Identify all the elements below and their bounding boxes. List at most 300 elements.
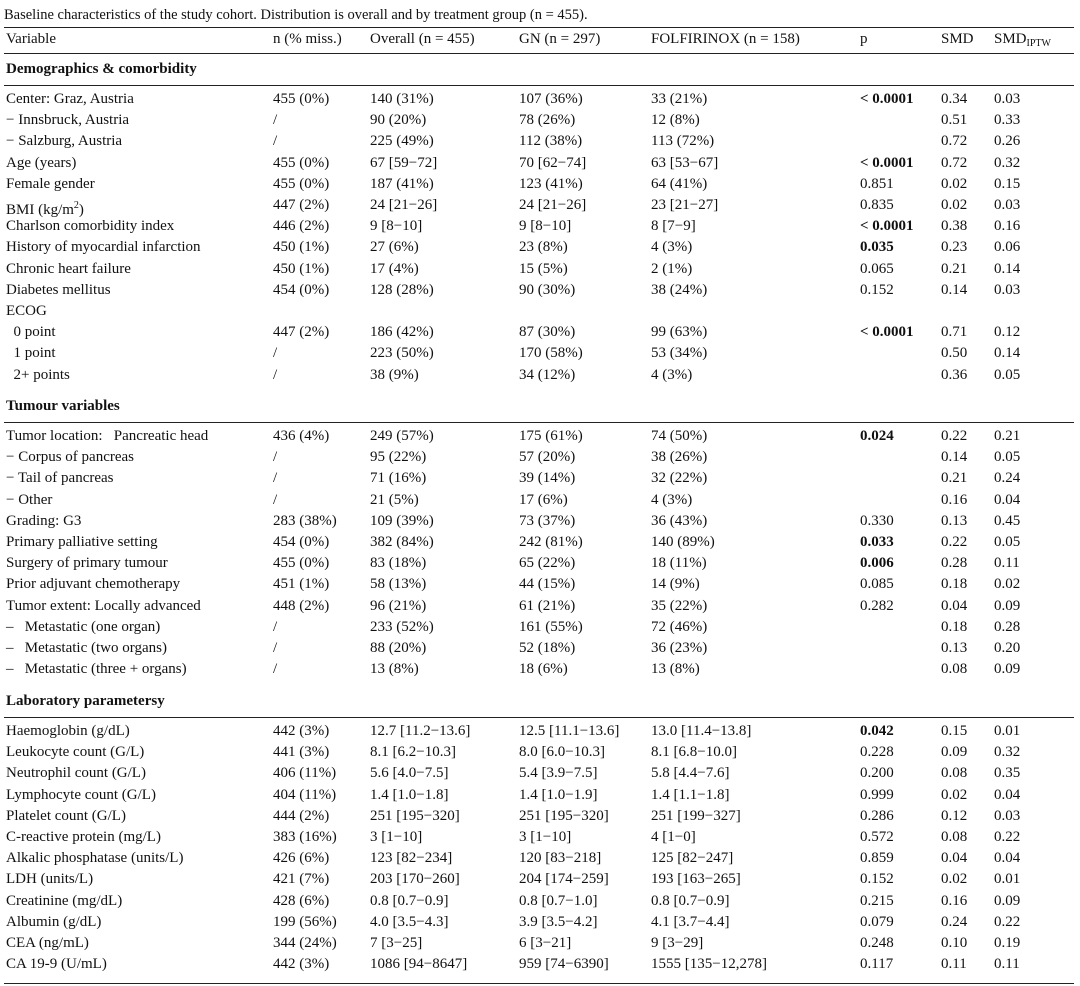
variable-text: Alkalic phosphatase (units/L) [6,850,184,866]
cell-gn: 1.4 [1.0−1.9] [519,787,598,803]
variable-text: − Other [6,492,53,508]
cell-variable [6,468,114,489]
cell-folfirinox: 38 (24%) [651,282,708,298]
cell-smd: 0.71 [941,324,968,340]
cell-folfirinox: 36 (43%) [651,513,708,529]
cell-smd-iptw: 0.09 [994,893,1021,909]
cell-smd: 0.18 [941,576,968,592]
cell-gn: 73 (37%) [519,513,576,529]
cell-smd-iptw: 0.22 [994,914,1021,930]
cell-variable [6,827,161,848]
cell-folfirinox: 125 [82−247] [651,850,734,866]
cell-gn: 175 (61%) [519,428,583,444]
cell-gn: 107 (36%) [519,91,583,107]
cell-variable [6,89,134,110]
cell-gn: 65 (22%) [519,555,576,571]
cell-n-miss: 436 (4%) [273,428,330,444]
cell-smd-iptw: 0.32 [994,155,1021,171]
cell-variable [6,912,101,933]
cell-smd: 0.34 [941,91,968,107]
cell-p: 0.286 [860,808,894,824]
cell-n-miss: 455 (0%) [273,176,330,192]
cell-folfirinox: 4.1 [3.7−4.4] [651,914,730,930]
cell-variable [6,426,208,447]
cell-folfirinox: 99 (63%) [651,324,708,340]
cell-smd: 0.08 [941,829,968,845]
variable-text: Female gender [6,176,95,192]
cell-n-miss: 441 (3%) [273,744,330,760]
cell-overall: 12.7 [11.2−13.6] [370,723,471,739]
cell-variable [6,638,167,659]
cell-n-miss: 455 (0%) [273,91,330,107]
cell-n-miss: 447 (2%) [273,197,330,213]
cell-smd: 0.08 [941,765,968,781]
cell-variable [6,490,52,511]
cell-variable [6,216,174,237]
cell-gn: 23 (8%) [519,239,568,255]
cell-folfirinox: 8 [7−9] [651,218,696,234]
cell-gn: 3 [1−10] [519,829,572,845]
cell-smd-iptw: 0.20 [994,640,1021,656]
cell-smd-iptw: 0.01 [994,871,1021,887]
cell-folfirinox: 72 (46%) [651,619,708,635]
header-smd-iptw [994,29,1051,54]
cell-gn: 6 [3−21] [519,935,572,951]
cell-variable [6,259,131,280]
cell-p: 0.006 [860,555,894,571]
cell-p: 0.200 [860,765,894,781]
cell-gn: 242 (81%) [519,534,583,550]
cell-overall: 38 (9%) [370,367,419,383]
variable-text: Primary palliative setting [6,534,158,550]
cell-folfirinox: 12 (8%) [651,112,700,128]
cell-variable [6,322,56,343]
cell-folfirinox: 13.0 [11.4−13.8] [651,723,752,739]
cell-smd: 0.02 [941,197,968,213]
cell-smd-iptw: 0.21 [994,428,1021,444]
cell-overall: 140 (31%) [370,91,434,107]
cell-variable [6,301,47,322]
cell-overall: 71 (16%) [370,470,427,486]
cell-p: < 0.0001 [860,91,914,107]
header-smd-iptw-sub: IPTW [1026,38,1051,49]
variable-text: Leukocyte count (G/L) [6,744,145,760]
cell-smd: 0.23 [941,239,968,255]
cell-smd: 0.02 [941,176,968,192]
variable-text: Charlson comorbidity index [6,218,175,234]
cell-gn: 87 (30%) [519,324,576,340]
cell-p: 0.999 [860,787,894,803]
cell-overall: 128 (28%) [370,282,434,298]
cell-gn: 5.4 [3.9−7.5] [519,765,598,781]
cell-p: 0.079 [860,914,894,930]
cell-gn: 44 (15%) [519,576,576,592]
cell-folfirinox: 5.8 [4.4−7.6] [651,765,730,781]
cell-folfirinox: 1.4 [1.1−1.8] [651,787,730,803]
cell-overall: 90 (20%) [370,112,427,128]
cell-variable [6,110,129,131]
variable-text: ECOG [6,303,47,319]
cell-smd-iptw: 0.05 [994,449,1021,465]
variable-tail: ) [78,202,84,218]
cell-folfirinox: 9 [3−29] [651,935,704,951]
cell-variable [6,785,156,806]
cell-p: 0.215 [860,893,894,909]
cell-p: 0.085 [860,576,894,592]
cell-n-miss: / [273,133,278,149]
header-smd: SMD [941,31,974,47]
cell-variable [6,721,130,742]
cell-folfirinox: 36 (23%) [651,640,708,656]
cell-p: < 0.0001 [860,324,914,340]
cell-n-miss: 426 (6%) [273,850,330,866]
cell-variable [6,553,168,574]
cell-overall: 21 (5%) [370,492,419,508]
cell-p: 0.248 [860,935,894,951]
cell-variable [6,933,89,954]
cell-variable [6,365,70,386]
cell-folfirinox: 4 (3%) [651,492,693,508]
variable-superscript: 2 [73,200,79,211]
cell-variable [6,574,180,595]
cell-folfirinox: 33 (21%) [651,91,708,107]
cell-folfirinox: 2 (1%) [651,261,693,277]
cell-folfirinox: 8.1 [6.8−10.0] [651,744,737,760]
cell-smd-iptw: 0.03 [994,197,1021,213]
cell-p: 0.117 [860,956,894,972]
cell-overall: 88 (20%) [370,640,427,656]
cell-overall: 24 [21−26] [370,197,438,213]
cell-p: 0.228 [860,744,894,760]
section-rule [4,717,1074,718]
cell-n-miss: / [273,367,278,383]
variable-text: – Metastatic (one organ) [6,619,161,635]
cell-variable [6,447,134,468]
cell-smd: 0.24 [941,914,968,930]
cell-overall: 7 [3−25] [370,935,423,951]
cell-smd-iptw: 0.09 [994,661,1021,677]
cell-n-miss: 406 (11%) [273,765,337,781]
cell-smd-iptw: 0.03 [994,91,1021,107]
cell-n-miss: / [273,345,278,361]
cell-variable [6,806,126,827]
cell-folfirinox: 113 (72%) [651,133,715,149]
variable-text: CEA (ng/mL) [6,935,89,951]
cell-n-miss: 455 (0%) [273,555,330,571]
cell-variable [6,617,160,638]
section-title: Laboratory parametersy [6,693,165,709]
variable-text: – Metastatic (three + organs) [6,661,187,677]
cell-n-miss: 450 (1%) [273,239,330,255]
cell-folfirinox: 193 [163−265] [651,871,741,887]
cell-n-miss: / [273,492,278,508]
cell-smd-iptw: 0.12 [994,324,1021,340]
cell-smd: 0.15 [941,723,968,739]
cell-smd-iptw: 0.04 [994,787,1021,803]
cell-folfirinox: 0.8 [0.7−0.9] [651,893,730,909]
cell-gn: 34 (12%) [519,367,576,383]
cell-folfirinox: 18 (11%) [651,555,707,571]
cell-smd: 0.22 [941,534,968,550]
variable-text: 2+ points [6,367,70,383]
variable-text: Diabetes mellitus [6,282,111,298]
cell-smd: 0.21 [941,261,968,277]
cell-smd-iptw: 0.45 [994,513,1021,529]
cell-smd-iptw: 0.01 [994,723,1021,739]
variable-text: Creatinine (mg/dL) [6,893,123,909]
header-n-miss: n (% miss.) [273,31,342,47]
cell-smd-iptw: 0.05 [994,534,1021,550]
cell-variable [6,891,122,912]
cell-gn: 39 (14%) [519,470,576,486]
cell-smd-iptw: 0.19 [994,935,1021,951]
cell-overall: 1086 [94−8647] [370,956,468,972]
cell-smd-iptw: 0.14 [994,261,1021,277]
cell-p: 0.330 [860,513,894,529]
cell-folfirinox: 4 [1−0] [651,829,696,845]
cell-folfirinox: 1555 [135−12,278] [651,956,767,972]
cell-smd: 0.22 [941,428,968,444]
cell-smd-iptw: 0.02 [994,576,1021,592]
cell-variable [6,174,95,195]
cell-folfirinox: 64 (41%) [651,176,708,192]
cell-smd: 0.10 [941,935,968,951]
cell-smd-iptw: 0.03 [994,808,1021,824]
cell-folfirinox: 4 (3%) [651,239,693,255]
cell-folfirinox: 13 (8%) [651,661,700,677]
cell-gn: 8.0 [6.0−10.3] [519,744,605,760]
cell-smd-iptw: 0.28 [994,619,1021,635]
cell-n-miss: 454 (0%) [273,282,330,298]
cell-folfirinox: 32 (22%) [651,470,708,486]
cell-gn: 959 [74−6390] [519,956,609,972]
cell-folfirinox: 38 (26%) [651,449,708,465]
variable-text: − Salzburg, Austria [6,133,123,149]
header-p: p [860,31,868,47]
variable-text: – Metastatic (two organs) [6,640,167,656]
cell-smd-iptw: 0.04 [994,850,1021,866]
header-variable: Variable [6,31,56,47]
cell-folfirinox: 14 (9%) [651,576,700,592]
cell-gn: 3.9 [3.5−4.2] [519,914,598,930]
cell-variable [6,659,187,680]
cell-overall: 5.6 [4.0−7.5] [370,765,449,781]
cell-gn: 170 (58%) [519,345,583,361]
variable-text: Albumin (g/dL) [6,914,102,930]
cell-overall: 251 [195−320] [370,808,460,824]
cell-smd-iptw: 0.33 [994,112,1021,128]
cell-overall: 233 (52%) [370,619,434,635]
cell-variable [6,131,122,152]
cell-n-miss: / [273,661,278,677]
cell-overall: 187 (41%) [370,176,434,192]
cell-overall: 17 (4%) [370,261,419,277]
cell-n-miss: 283 (38%) [273,513,337,529]
cell-n-miss: 199 (56%) [273,914,337,930]
cell-variable [6,532,158,553]
variable-text: 1 point [6,345,56,361]
cell-folfirinox: 53 (34%) [651,345,708,361]
cell-p: 0.282 [860,598,894,614]
cell-smd: 0.12 [941,808,968,824]
cell-gn: 90 (30%) [519,282,576,298]
cell-folfirinox: 140 (89%) [651,534,715,550]
cell-variable [6,511,81,532]
cell-gn: 120 [83−218] [519,850,602,866]
cell-overall: 58 (13%) [370,576,427,592]
variable-text: Tumor location: Pancreatic head [6,428,209,444]
section-rule [4,422,1074,423]
cell-overall: 95 (22%) [370,449,427,465]
cell-variable [6,869,93,890]
cell-variable [6,237,201,258]
cell-smd: 0.16 [941,893,968,909]
variable-text: Neutrophil count (G/L) [6,765,146,781]
cell-gn: 0.8 [0.7−1.0] [519,893,598,909]
cell-smd: 0.04 [941,850,968,866]
cell-overall: 223 (50%) [370,345,434,361]
cell-overall: 67 [59−72] [370,155,438,171]
cell-folfirinox: 23 [21−27] [651,197,719,213]
cell-smd: 0.14 [941,282,968,298]
section-rule [4,85,1074,86]
cell-folfirinox: 35 (22%) [651,598,708,614]
cell-p: 0.024 [860,428,894,444]
variable-text: Age (years) [6,155,77,171]
cell-gn: 123 (41%) [519,176,583,192]
cell-n-miss: 383 (16%) [273,829,337,845]
cell-n-miss: 344 (24%) [273,935,337,951]
cell-n-miss: 404 (11%) [273,787,337,803]
cell-overall: 109 (39%) [370,513,434,529]
cell-n-miss: 450 (1%) [273,261,330,277]
cell-smd-iptw: 0.14 [994,345,1021,361]
cell-smd: 0.38 [941,218,968,234]
cell-gn: 78 (26%) [519,112,576,128]
cell-n-miss: 448 (2%) [273,598,330,614]
variable-text: − Tail of pancreas [6,470,114,486]
cell-gn: 161 (55%) [519,619,583,635]
cell-p: 0.152 [860,871,894,887]
cell-smd-iptw: 0.11 [994,555,1020,571]
cell-smd-iptw: 0.09 [994,598,1021,614]
variable-text: History of myocardial infarction [6,239,201,255]
cell-smd: 0.04 [941,598,968,614]
cell-gn: 17 (6%) [519,492,568,508]
variable-text: Center: Graz, Austria [6,91,134,107]
cell-n-miss: / [273,640,278,656]
variable-text: − Innsbruck, Austria [6,112,130,128]
cell-n-miss: 451 (1%) [273,576,330,592]
cell-p: 0.033 [860,534,894,550]
variable-text: LDH (units/L) [6,871,94,887]
cell-overall: 83 (18%) [370,555,427,571]
cell-smd: 0.36 [941,367,968,383]
cell-smd: 0.21 [941,470,968,486]
cell-n-miss: / [273,449,278,465]
section-title: Tumour variables [6,398,120,414]
variable-text: Tumor extent: Locally advanced [6,598,201,614]
cell-smd-iptw: 0.26 [994,133,1021,149]
cell-p: 0.572 [860,829,894,845]
variable-text: C-reactive protein (mg/L) [6,829,161,845]
cell-n-miss: 444 (2%) [273,808,330,824]
cell-smd-iptw: 0.04 [994,492,1021,508]
cell-n-miss: 428 (6%) [273,893,330,909]
cell-overall: 8.1 [6.2−10.3] [370,744,456,760]
cell-smd: 0.16 [941,492,968,508]
cell-smd-iptw: 0.06 [994,239,1021,255]
variable-text: Lymphocyte count (G/L) [6,787,156,803]
variable-text: Haemoglobin (g/dL) [6,723,130,739]
cell-n-miss: / [273,470,278,486]
cell-overall: 382 (84%) [370,534,434,550]
variable-text: Surgery of primary tumour [6,555,168,571]
cell-variable [6,742,144,763]
cell-p: 0.851 [860,176,894,192]
cell-overall: 123 [82−234] [370,850,453,866]
table-caption: Baseline characteristics of the study cohort. Distribution is overall and by treatment group (n = 455). [4,7,588,23]
cell-folfirinox: 63 [53−67] [651,155,719,171]
header-overall: Overall (n = 455) [370,31,475,47]
cell-variable [6,280,111,301]
bottom-rule [4,983,1074,984]
cell-smd: 0.02 [941,871,968,887]
cell-overall: 249 (57%) [370,428,434,444]
cell-smd-iptw: 0.05 [994,367,1021,383]
cell-smd: 0.13 [941,513,968,529]
cell-smd: 0.02 [941,787,968,803]
cell-n-miss: 455 (0%) [273,155,330,171]
cell-p: 0.152 [860,282,894,298]
cell-p: < 0.0001 [860,218,914,234]
section-title: Demographics & comorbidity [6,61,197,77]
variable-text: 0 point [6,324,56,340]
cell-overall: 27 (6%) [370,239,419,255]
cell-p: < 0.0001 [860,155,914,171]
cell-n-miss: 447 (2%) [273,324,330,340]
cell-n-miss: 421 (7%) [273,871,330,887]
cell-smd-iptw: 0.32 [994,744,1021,760]
variable-text: BMI (kg/m [6,202,74,218]
cell-variable [6,343,56,364]
cell-n-miss: / [273,112,278,128]
cell-folfirinox: 74 (50%) [651,428,708,444]
cell-folfirinox: 251 [199−327] [651,808,741,824]
cell-overall: 3 [1−10] [370,829,423,845]
cell-smd-iptw: 0.03 [994,282,1021,298]
cell-smd-iptw: 0.22 [994,829,1021,845]
cell-smd-iptw: 0.24 [994,470,1021,486]
cell-overall: 0.8 [0.7−0.9] [370,893,449,909]
variable-text: − Corpus of pancreas [6,449,135,465]
cell-gn: 52 (18%) [519,640,576,656]
cell-smd: 0.09 [941,744,968,760]
variable-text: Grading: G3 [6,513,82,529]
cell-p: 0.042 [860,723,894,739]
cell-smd: 0.72 [941,155,968,171]
cell-overall: 1.4 [1.0−1.8] [370,787,449,803]
variable-text: Platelet count (G/L) [6,808,126,824]
header-folfirinox: FOLFIRINOX (n = 158) [651,31,800,47]
cell-overall: 186 (42%) [370,324,434,340]
header-rule [4,53,1074,54]
cell-overall: 4.0 [3.5−4.3] [370,914,449,930]
cell-gn: 12.5 [11.1−13.6] [519,723,620,739]
cell-gn: 112 (38%) [519,133,583,149]
cell-n-miss: / [273,619,278,635]
cell-n-miss: 442 (3%) [273,723,330,739]
